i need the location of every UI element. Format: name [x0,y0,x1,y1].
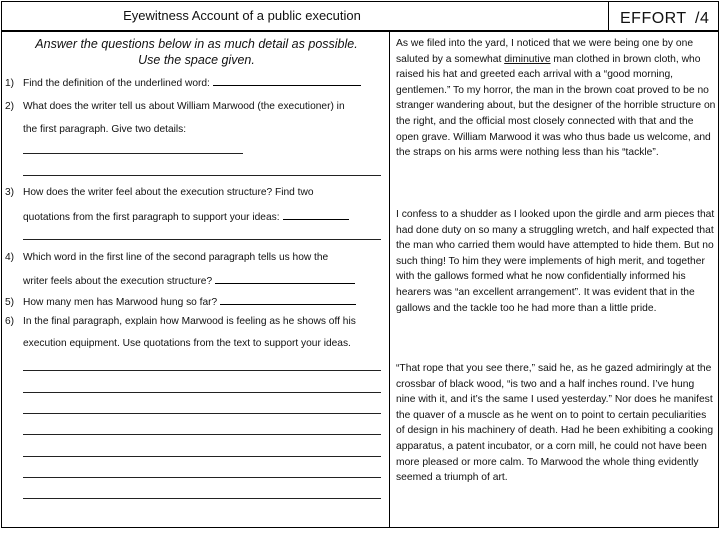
page-title: Eyewitness Account of a public execution [123,8,361,23]
question-1-number: 1) [5,78,15,89]
question-5 [5,294,356,308]
passage-paragraph-1 [396,36,716,161]
question-4-continued-text: writer feels about the execution structure? [23,276,213,287]
instructions-line-1: Answer the questions below in as much detail as possible. [35,37,358,51]
question-2-continued: the first paragraph. Give two details: [23,124,187,135]
passage-paragraph-2 [396,207,716,316]
passage-p1-after: man clothed in brown cloth, who raised his hat and greeted each arrival with a “good morning, gentlemen.” To my horror, the man in the brown coat proved to be no stranger wandering about, but the designer of the horrible structure on the right, and the official most closely connected with that and the open grave. William Marwood it was who thus bade us welcome, and the straps on his arms were nothing less than his “tackle”. [396,53,716,159]
question-4-answer-line[interactable] [215,273,355,284]
question-6-answer-line-6[interactable] [23,477,381,478]
question-6-text: In the final paragraph, explain how Marwood is feeling as he shows off his [23,316,356,327]
passage-paragraph-3 [396,361,716,486]
passage-p1-before: As we filed into the yard, I noticed that we were being one by one saluted by a somewhat [396,38,694,65]
question-1-text: Find the definition of the underlined word: [23,78,210,89]
question-6-answer-line-4[interactable] [23,434,381,435]
question-5-text: How many men has Marwood hung so far? [23,297,218,308]
question-3-answer-line-inline[interactable] [283,209,349,220]
question-4 [5,252,328,263]
question-3-continued-text: quotations from the first paragraph to support your ideas: [23,212,280,223]
question-4-continued [23,273,355,287]
question-3-answer-line[interactable] [23,239,381,240]
question-5-number: 5) [5,297,15,308]
question-2-text: What does the writer tell us about William Marwood (the executioner) in [23,101,345,112]
question-4-text: Which word in the first line of the second paragraph tells us how the [23,252,329,263]
question-4-number: 4) [5,252,15,263]
question-3-number: 3) [5,187,15,198]
question-2-number: 2) [5,101,15,112]
underlined-word: diminutive [504,53,551,65]
effort-label: EFFORT [620,10,687,27]
question-5-answer-line[interactable] [220,294,356,305]
question-6-answer-line-3[interactable] [23,413,381,414]
effort-score: /4 [695,10,710,27]
question-6-answer-line-7[interactable] [23,498,381,499]
question-6-answer-line-1[interactable] [23,370,381,371]
title-bar [1,1,609,31]
effort-box [608,1,719,31]
question-3-continued [23,209,349,223]
question-6-answer-line-2[interactable] [23,392,381,393]
passage-p3: “That rope that you see there,” said he, as he gazed admiringly at the crossbar of black wood, “is two and a half inches round. I’ve hung nine with it, and it’s the same I used yesterday.” Nor does he manifest the quaver of a muscle as he went on to point to certain peculiarities of design in his machinery of death. Had he been exhibiting a cooking apparatus, a patent incubator, or a corn mill, he could not have been more pleased or more calm. To Marwood the whole thing evidently seemed a triumph of art. [396,363,714,484]
question-1-answer-line[interactable] [213,75,361,86]
question-6-number: 6) [5,316,15,327]
question-1 [5,75,361,89]
question-6-continued: execution equipment. Use quotations from the text to support your ideas. [23,338,351,349]
question-6 [5,316,356,327]
question-6-answer-line-5[interactable] [23,456,381,457]
question-3 [5,187,314,198]
passage-p2: I confess to a shudder as I looked upon the girdle and arm pieces that had done duty on so many a struggling wretch, and half expected that the man who carried them would have attempted to hide them. But no such thing! To him they were implements of high merit, and together with the gallows formed what he now confidentially informed his hearers was “an excellent arrangement”. It was evident that in the gallows and the tackle too he had more than a little pride. [396,209,715,314]
question-3-text: How does the writer feel about the execution structure? Find two [23,187,314,198]
instructions [2,36,391,68]
question-2 [5,101,345,112]
question-2-answer-line-2[interactable] [23,175,381,176]
instructions-line-2: Use the space given. [138,53,255,67]
question-2-answer-line-1[interactable] [23,153,243,154]
